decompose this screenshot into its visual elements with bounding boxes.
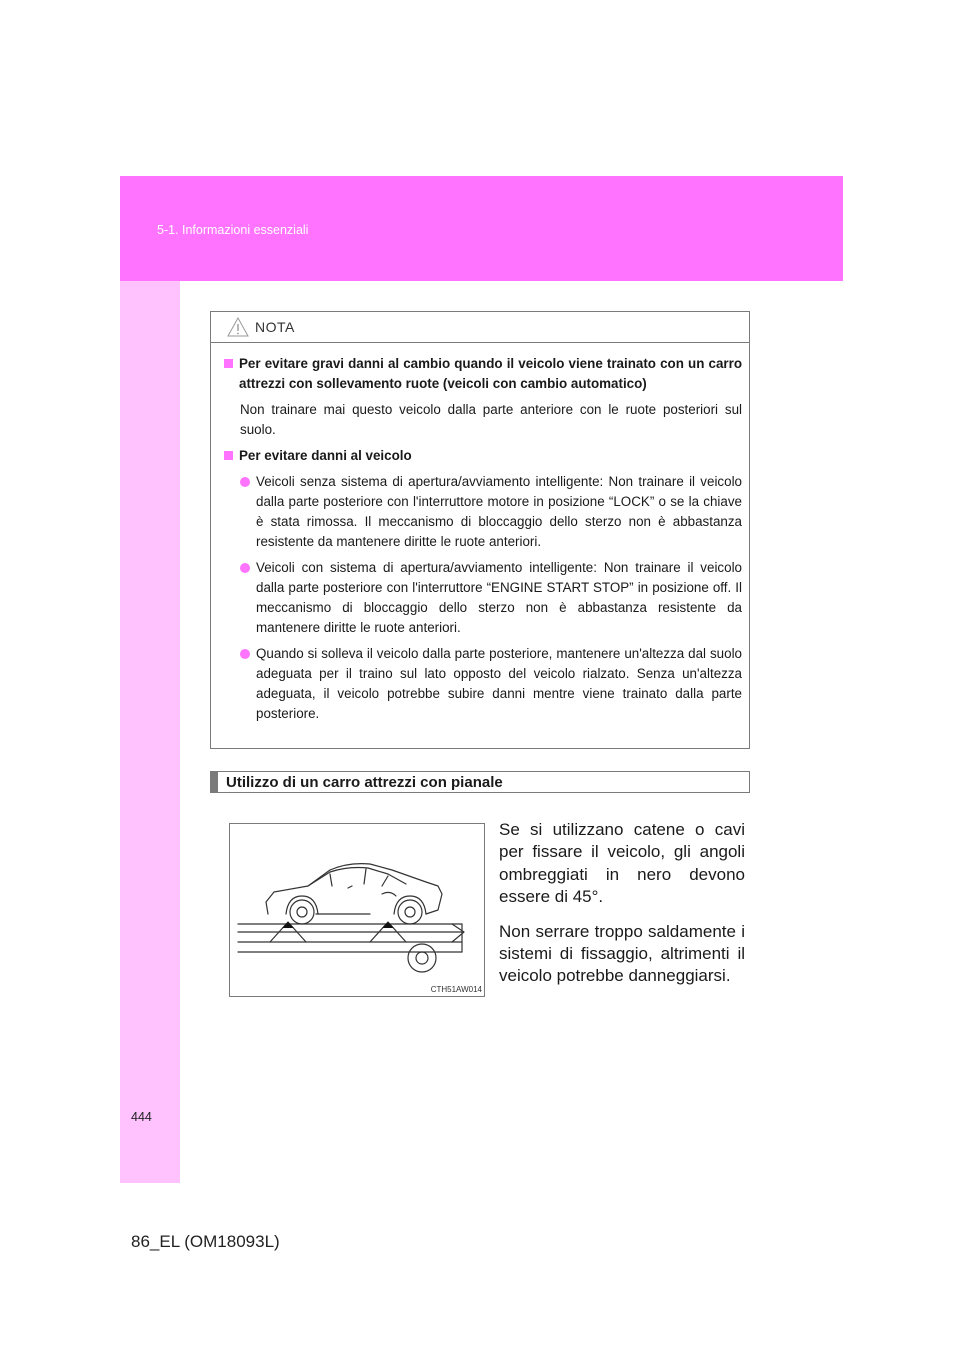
notice-title: NOTA (255, 319, 295, 335)
section-text (499, 819, 745, 1000)
side-band (120, 281, 180, 1183)
doc-code: 86_EL (OM18093L) (131, 1232, 280, 1251)
list-item (240, 558, 742, 638)
paragraph: Non serrare troppo saldamente i sistemi di fissaggio, altrimenti il veicolo potrebbe danneggiarsi. (499, 921, 745, 986)
warning-triangle-icon (227, 317, 249, 337)
topic-title: Per evitare danni al veicolo (239, 448, 412, 463)
heading-accent (211, 772, 218, 792)
page-number: 444 (131, 1110, 152, 1124)
figure-code: CTH51AW014 (430, 985, 482, 994)
notice-topic (224, 446, 742, 466)
circle-bullet-icon (240, 649, 250, 659)
list-item-text: Quando si solleva il veicolo dalla parte posteriore, mantenere un'altezza dal suolo adeguata per il traino sul lato opposto del veicolo rialzato. Senza un'altezza adeguata, il veicolo potrebbe subire danni mentre viene trainato dalla parte posteriore. (256, 646, 742, 721)
section-label: 5-1. Informazioni essenziali (157, 223, 309, 237)
list-item (240, 472, 742, 552)
square-bullet-icon (224, 451, 233, 460)
notice-title-bar (211, 312, 749, 343)
heading-text: Utilizzo di un carro attrezzi con pianale (226, 773, 503, 791)
list-item-text: Veicoli con sistema di apertura/avviamento intelligente: Non trainare il veicolo dalla parte posteriore con l'interruttore “ENGINE START STOP” in posizione off. Il meccanismo di bloccaggio dello sterzo non è abbastanza resistente da mantenere diritte le ruote anteriori. (256, 560, 742, 635)
paragraph: Se si utilizzano catene o cavi per fissare il veicolo, gli angoli ombreggiati in nero devono essere di 45°. (499, 820, 745, 907)
section-heading (210, 771, 750, 793)
flatbed-truck-car-icon (230, 824, 484, 996)
circle-bullet-icon (240, 563, 250, 573)
topic-text: Non trainare mai questo veicolo dalla parte anteriore con le ruote posteriori sul suolo. (240, 402, 742, 437)
list-item (240, 644, 742, 724)
circle-bullet-icon (240, 477, 250, 487)
flatbed-illustration (229, 823, 485, 997)
list-item-text: Veicoli senza sistema di apertura/avviamento intelligente: Non trainare il veicolo dalla parte posteriore con l'interruttore motore in posizione “LOCK” o se la chiave è stata rimossa. Il meccanismo di bloccaggio dello sterzo non è abbastanza resistente da mantenere diritte le ruote anteriori. (256, 474, 742, 549)
notice-topic (224, 354, 742, 394)
topic-title: Per evitare gravi danni al cambio quando il veicolo viene trainato con un carro attrezzi con sollevamento ruote (veicoli con cambio automatico) (239, 356, 742, 391)
notice-box (210, 311, 750, 749)
notice-body (211, 343, 749, 724)
square-bullet-icon (224, 359, 233, 368)
